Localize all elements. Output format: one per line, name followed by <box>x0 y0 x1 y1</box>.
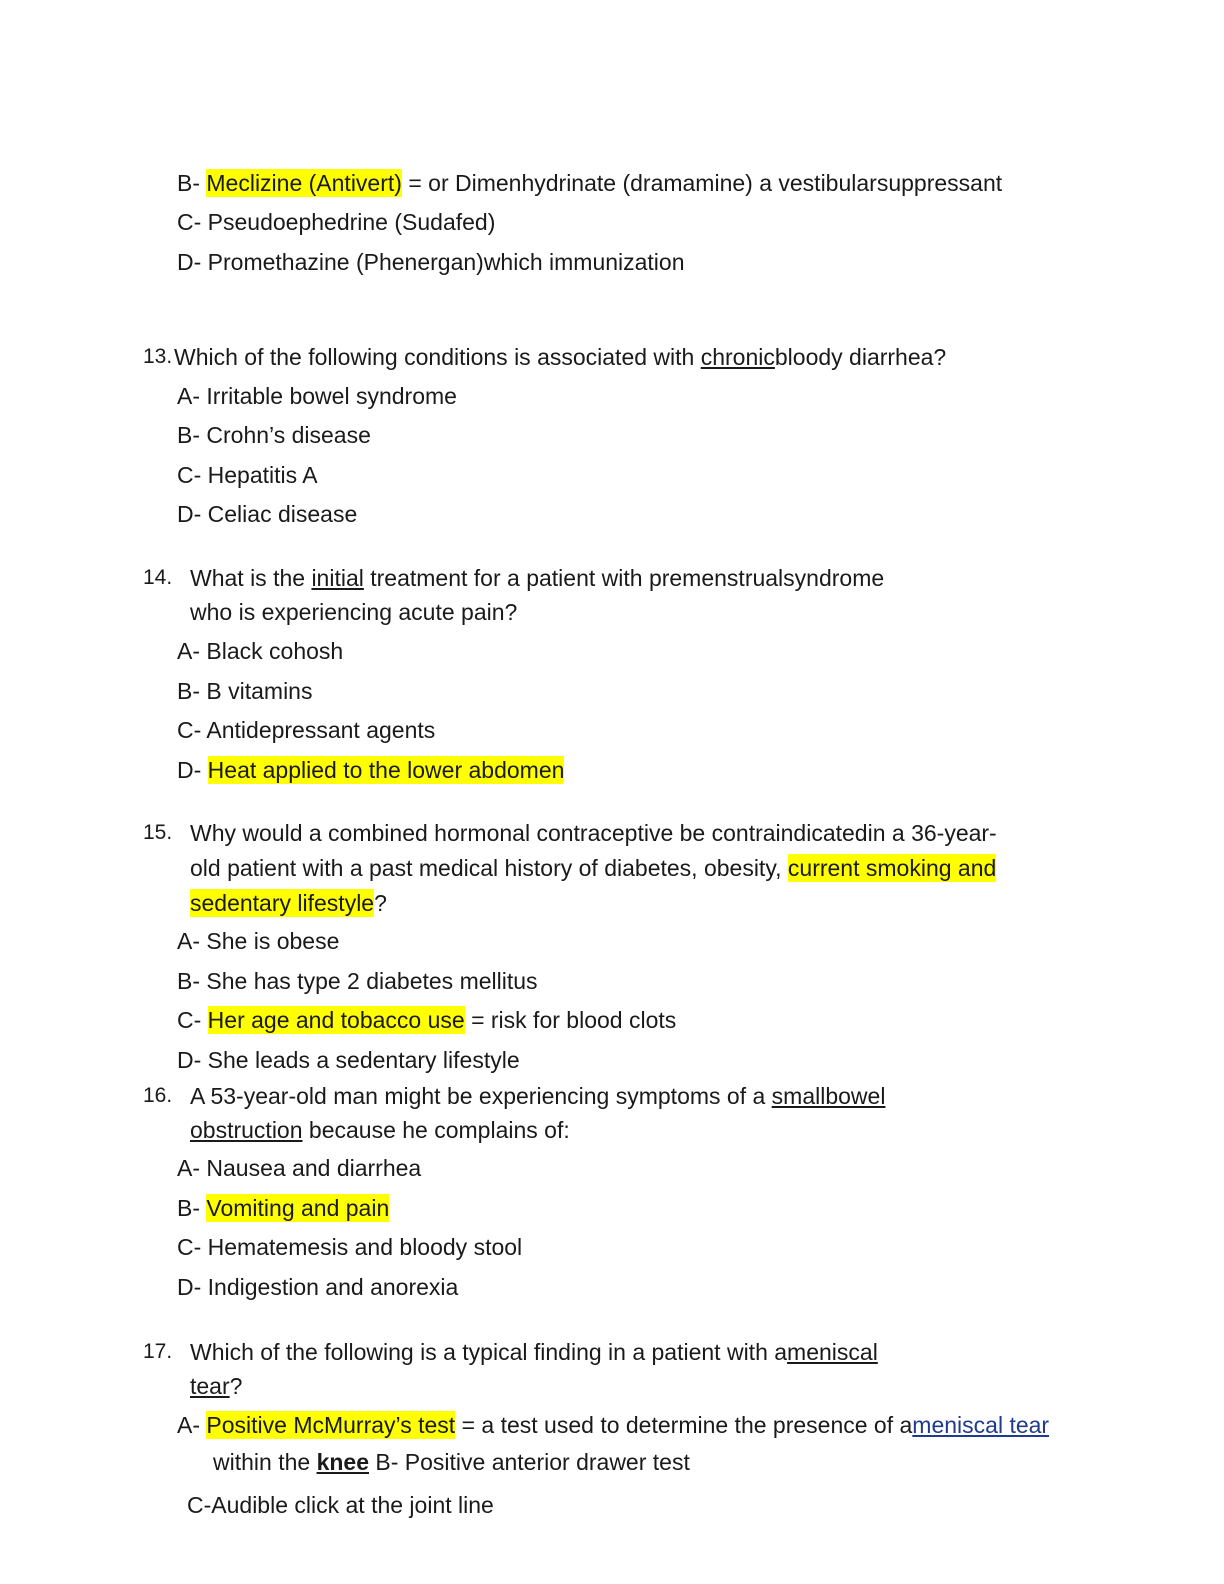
highlight: Her age and tobacco use <box>207 1007 465 1033</box>
q15-text-line2: old patient with a past medical history of diabetes, obesity, current smoking and <box>190 855 997 881</box>
highlight: current smoking and <box>787 855 997 881</box>
highlight: Vomiting and pain <box>206 1195 390 1221</box>
q12-option-c: C- Pseudoephedrine (Sudafed) <box>177 209 496 235</box>
q16-number: 16. <box>143 1084 173 1107</box>
highlight: sedentary lifestyle <box>190 890 375 916</box>
q13-number: 13. <box>143 345 173 368</box>
q15-option-d: D- She leads a sedentary lifestyle <box>177 1047 520 1073</box>
q13-text: Which of the following conditions is associated with chronicbloody diarrhea? <box>174 344 947 370</box>
q13-option-d: D- Celiac disease <box>177 501 358 527</box>
q14-option-c: C- Antidepressant agents <box>177 717 436 743</box>
q14-text-line2: who is experiencing acute pain? <box>190 599 518 625</box>
q16-text-line1: A 53-year-old man might be experiencing symptoms of a smallbowel <box>190 1083 886 1109</box>
q16-text-line2: obstruction because he complains of: <box>190 1117 570 1143</box>
q15-option-c: C- Her age and tobacco use = risk for blood clots <box>177 1007 677 1033</box>
q16-option-b: B- Vomiting and pain <box>177 1195 390 1221</box>
q12-option-b: B- Meclizine (Antivert) = or Dimenhydrinate (dramamine) a vestibularsuppressant <box>177 170 1003 196</box>
q14-option-a: A- Black cohosh <box>177 638 344 664</box>
q14-option-b: B- B vitamins <box>177 678 313 704</box>
q14-text-line1: What is the initial treatment for a patient with premenstrualsyndrome <box>190 565 885 591</box>
q17-text-line1: Which of the following is a typical finding in a patient with ameniscal <box>190 1339 878 1365</box>
q16-option-c: C- Hematemesis and bloody stool <box>177 1234 523 1260</box>
q14-option-d: D- Heat applied to the lower abdomen <box>177 757 565 783</box>
highlight: Meclizine (Antivert) <box>206 170 402 196</box>
meniscal-tear-link[interactable]: meniscal tear <box>912 1412 1050 1438</box>
highlight: Positive McMurray’s test <box>206 1412 456 1438</box>
q15-option-a: A- She is obese <box>177 928 340 954</box>
q17-number: 17. <box>143 1340 173 1363</box>
q15-number: 15. <box>143 821 173 844</box>
q15-text-line3: sedentary lifestyle? <box>190 890 387 916</box>
q15-text-line1: Why would a combined hormonal contraceptive be contraindicatedin a 36-year- <box>190 820 997 846</box>
q13-option-c: C- Hepatitis A <box>177 462 318 488</box>
q17-option-a-cont: within the knee B- Positive anterior drawer test <box>213 1449 690 1475</box>
q12-option-d: D- Promethazine (Phenergan)which immunization <box>177 249 685 275</box>
q14-number: 14. <box>143 566 173 589</box>
q15-option-b: B- She has type 2 diabetes mellitus <box>177 968 538 994</box>
q13-option-a: A- Irritable bowel syndrome <box>177 383 457 409</box>
q13-option-b: B- Crohn’s disease <box>177 422 371 448</box>
q17-option-c: C-Audible click at the joint line <box>187 1492 494 1518</box>
q16-option-d: D- Indigestion and anorexia <box>177 1274 459 1300</box>
q16-option-a: A- Nausea and diarrhea <box>177 1155 422 1181</box>
q17-text-line2: tear? <box>190 1373 243 1399</box>
q17-option-a: A- Positive McMurray’s test = a test used to determine the presence of ameniscal tear <box>177 1412 1050 1438</box>
highlight: Heat applied to the lower abdomen <box>207 757 565 783</box>
